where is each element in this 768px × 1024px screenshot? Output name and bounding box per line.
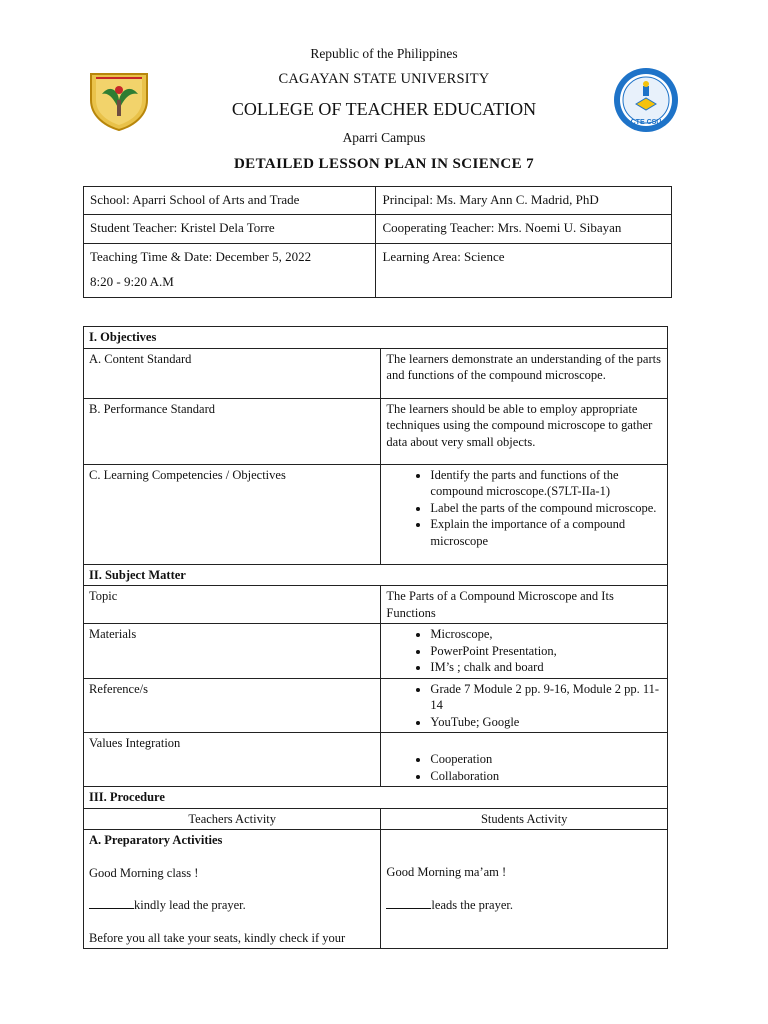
student-teacher-cell: Student Teacher: Kristel Dela Torre <box>84 215 376 244</box>
preparatory-heading: A. Preparatory Activities <box>89 833 223 847</box>
seal-text: CTE CSU <box>630 119 662 126</box>
list-item: • Microscope, <box>430 626 662 643</box>
values-label: Values Integration <box>84 733 381 787</box>
topic-text: The Parts of a Compound Microscope and Its Functions <box>381 586 668 624</box>
list-item: • YouTube; Google <box>430 714 662 731</box>
teachers-activity-header: Teachers Activity <box>84 808 381 830</box>
references-label: Reference/s <box>84 678 381 733</box>
values-cell <box>381 733 668 787</box>
performance-standard-text: The learners should be able to employ appropriate techniques using the compound microscope to gather data about very small objects. <box>381 398 668 464</box>
header-campus: Aparri Campus <box>342 130 426 145</box>
students-activity-cell <box>381 830 668 949</box>
name-blank <box>386 898 431 909</box>
list-item: • Identify the parts and functions of the compound microscope.(S7LT-IIa-1) <box>430 467 662 500</box>
student-greeting: Good Morning ma’am ! <box>386 865 507 879</box>
content-standard-label: A. Content Standard <box>84 348 381 398</box>
list-item: • PowerPoint Presentation, <box>430 643 662 660</box>
references-list <box>386 681 662 731</box>
teacher-prayer: kindly lead the prayer. <box>134 898 246 912</box>
student-prayer-line <box>386 897 662 914</box>
list-item: • Collaboration <box>430 768 662 785</box>
header-university: CAGAYAN STATE UNIVERSITY <box>278 71 490 87</box>
cooperating-teacher-cell: Cooperating Teacher: Mrs. Noemi U. Sibayan <box>376 215 672 244</box>
materials-cell <box>381 624 668 679</box>
document-title: DETAILED LESSON PLAN IN SCIENCE 7 <box>233 156 535 172</box>
materials-label: Materials <box>84 624 381 679</box>
references-cell <box>381 678 668 733</box>
header-republic: Republic of the Philippines <box>310 46 458 61</box>
objectives-heading: I. Objectives <box>84 327 668 349</box>
list-item: • IM’s ; chalk and board <box>430 659 662 676</box>
teaching-time: 8:20 - 9:20 A.M <box>90 274 174 289</box>
teaching-date: Teaching Time & Date: December 5, 2022 <box>90 249 312 264</box>
name-blank <box>89 898 134 909</box>
university-crest-logo <box>88 70 150 132</box>
teacher-greeting: Good Morning class ! <box>89 865 199 880</box>
content-standard-text: The learners demonstrate an understanding of the parts and functions of the compound microscope. <box>381 348 668 398</box>
lesson-info-table <box>83 186 672 298</box>
teacher-seats: Before you all take your seats, kindly check if your <box>89 930 346 945</box>
students-activity-header: Students Activity <box>381 808 668 830</box>
performance-standard-label: B. Performance Standard <box>84 398 381 464</box>
lesson-plan-table <box>83 326 668 949</box>
list-item: • Label the parts of the compound microscope. <box>430 500 662 517</box>
list-item: • Grade 7 Module 2 pp. 9-16, Module 2 pp. 11-14 <box>430 681 662 714</box>
topic-label: Topic <box>84 586 381 624</box>
school-cell: School: Aparri School of Arts and Trade <box>84 187 376 215</box>
competencies-cell <box>381 464 668 564</box>
procedure-heading: III. Procedure <box>84 787 668 809</box>
subject-matter-heading: II. Subject Matter <box>84 564 668 586</box>
values-list <box>386 751 662 784</box>
teaching-time-cell <box>84 244 376 298</box>
materials-list <box>386 626 662 676</box>
principal-cell: Principal: Ms. Mary Ann C. Madrid, PhD <box>376 187 672 215</box>
header-college: COLLEGE OF TEACHER EDUCATION <box>231 99 537 119</box>
learning-area-cell: Learning Area: Science <box>376 244 672 298</box>
competencies-label: C. Learning Competencies / Objectives <box>84 464 381 564</box>
teachers-activity-cell <box>84 830 381 949</box>
list-item: • Explain the importance of a compound microscope <box>430 516 662 549</box>
teacher-prayer-line <box>89 897 375 914</box>
list-item: • Cooperation <box>430 751 662 768</box>
competencies-list <box>386 467 662 550</box>
student-prayer: leads the prayer. <box>431 897 513 912</box>
college-seal-logo <box>612 66 680 134</box>
